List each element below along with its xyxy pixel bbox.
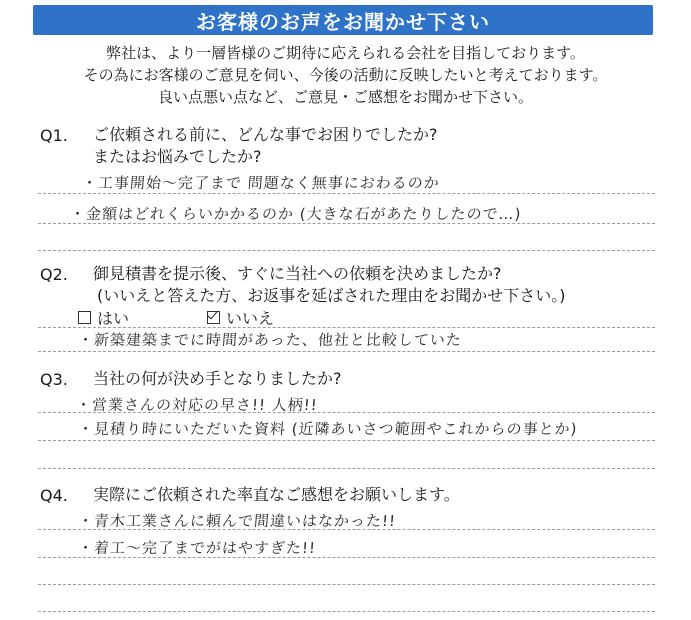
answer-rule	[38, 611, 655, 612]
q2-answer: ・新築建築までに時間があった、他社と比較していた	[77, 331, 463, 349]
q2-question-line: (いいえと答えた方、お返事を延ばされた理由をお聞かせ下さい。)	[97, 286, 566, 305]
answer-rule	[38, 468, 655, 469]
option-yes-label: はい	[97, 309, 130, 328]
answer-rule	[38, 557, 655, 558]
answer-rule	[38, 250, 655, 251]
answer-rule	[38, 440, 655, 441]
q4-number: Q4.	[40, 486, 68, 505]
option-no-label: いいえ	[226, 309, 275, 328]
answer-rule	[38, 223, 655, 224]
q2-option-yes[interactable]	[78, 306, 129, 329]
q1-answer: ・工事開始～完了まで 問題なく無事におわるのか	[81, 174, 441, 192]
intro-line: 良い点悪い点など、ご意見・ご感想をお聞かせ下さい。	[157, 88, 533, 106]
q2-question-line: 御見積書を提示後、すぐに当社への依頼を決めましたか?	[93, 264, 502, 283]
q1-number: Q1.	[40, 126, 68, 145]
q3-answer: ・見積り時にいただいた資料 (近隣あいさつ範囲やこれからの事とか)	[77, 420, 579, 438]
answer-rule	[38, 529, 655, 530]
intro-line: その為にお客様のご意見を伺い、今後の活動に反映したいと考えております。	[83, 66, 608, 84]
answer-rule	[38, 412, 655, 413]
q2-option-no[interactable]	[207, 306, 274, 329]
q4-question-line: 実際にご依頼された率直なご感想をお願いします。	[93, 485, 460, 504]
checkbox-yes[interactable]	[78, 311, 91, 324]
intro-line: 弊社は、より一層皆様のご期待に応えられる会社を目指しております。	[106, 44, 585, 62]
q1-answer: ・金額はどれくらいかかるのか (大きな石があたりしたので…)	[69, 205, 523, 223]
q2-number: Q2.	[40, 265, 68, 284]
q3-number: Q3.	[40, 370, 68, 389]
answer-rule	[38, 584, 655, 585]
answer-rule	[38, 327, 655, 328]
answer-rule	[38, 193, 655, 194]
q1-question-line: ご依頼される前に、どんな事でお困りでしたか?	[93, 125, 438, 144]
survey-title: お客様のお声をお聞かせ下さい	[196, 9, 490, 34]
q4-answer: ・着工～完了までがはやすぎた!!	[77, 539, 317, 557]
q4-answer: ・青木工業さんに頼んで間違いはなかった!!	[77, 512, 397, 530]
q3-answer: ・営業さんの対応の早さ!! 人柄!!	[75, 396, 319, 414]
intro-text	[0, 42, 691, 108]
survey-header-bar	[33, 5, 653, 35]
checkbox-no[interactable]	[207, 311, 220, 324]
answer-rule	[38, 351, 655, 352]
q1-question-line: またはお悩みでしたか?	[93, 147, 262, 166]
q3-question-line: 当社の何が決め手となりましたか?	[93, 369, 342, 388]
